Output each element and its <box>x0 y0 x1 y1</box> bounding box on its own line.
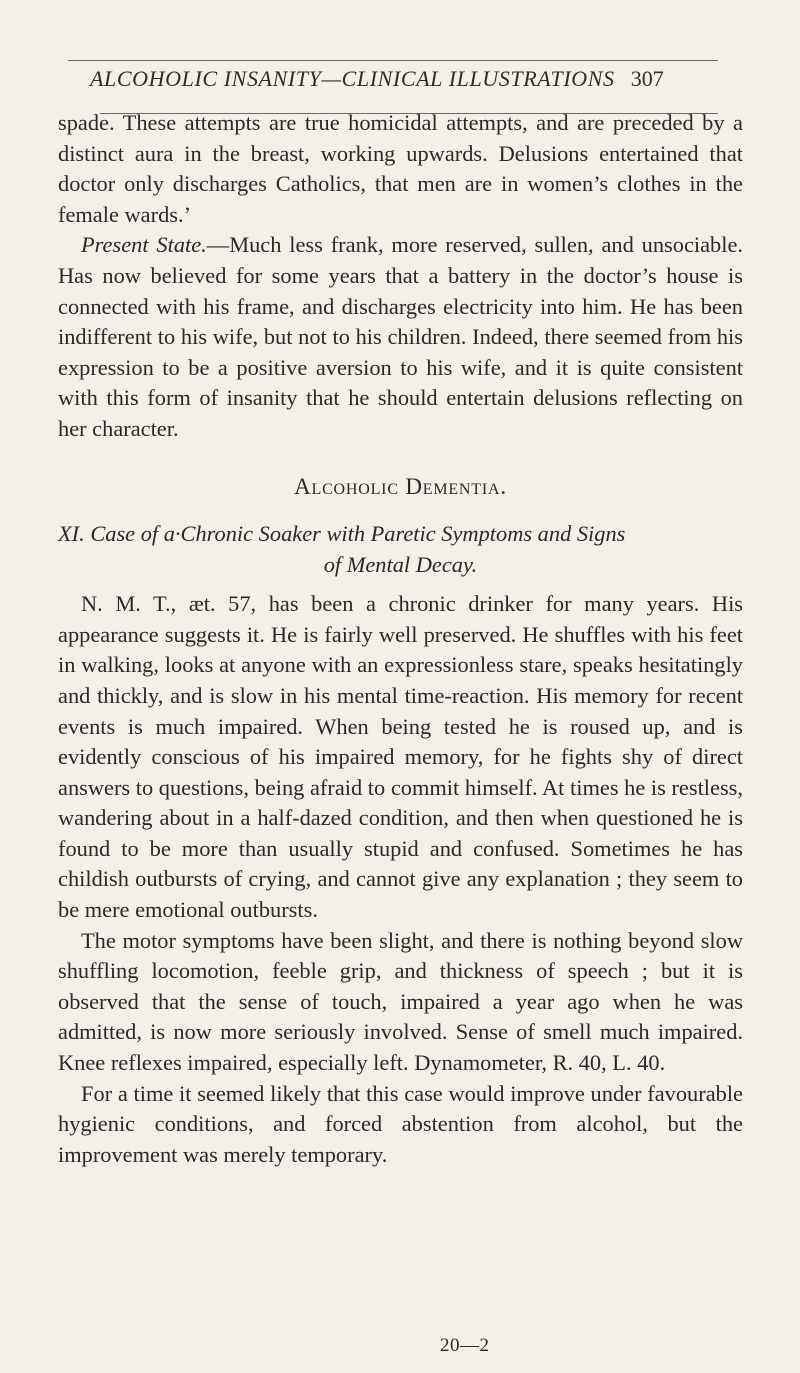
present-state-label: Present State. <box>81 232 207 258</box>
header-top-rule <box>68 60 718 61</box>
running-header <box>90 66 740 92</box>
paragraph-outcome: For a time it seemed likely that this case would improve under favourable hygienic conditions, and forced abstention from alcohol, but the improvement was merely temporary. <box>58 1080 743 1167</box>
paragraph-continuation: spade. These attempts are true homicidal attempts, and are preceded by a distinct aura in the breast, working upwards. Delusions entertained that doctor only discharges Catholics, that men are in women’s clothes in the female wards.’ <box>58 110 743 227</box>
paragraph-case-history: N. M. T., æt. 57, has been a chronic drinker for many years. His appearance suggests it. He is fairly well preserved. He shuffles with his feet in walking, looks at anyone with an expressionless stare, speaks hesitatingly and thickly, and is slow in his mental time-reaction. His memory for recent events is much impaired. When being tested he is roused up, and is evidently conscious of his impaired memory, for he fights shy of direct answers to questions, being afraid to commit himself. At times he is restless, wandering about in a half-dazed condition, and then when questioned he is found to be more than usually stupid and confused. Sometimes he has childish outbursts of crying, and cannot give any explanation ; they seem to be mere emotional outbursts. <box>58 591 743 923</box>
case-heading-line-1: XI. Case of a·Chronic Soaker with Paretic Symptoms and Signs <box>58 521 626 547</box>
case-heading-line-2: of Mental Decay. <box>323 552 478 578</box>
present-state-text: —Much less frank, more reserved, sullen, and unsociable. Has now believed for some years that a battery in the doctor’s house is connected with his frame, and discharges electricity into him. He has been indifferent to his wife, but not to his children. Indeed, there seemed from his expression to be a positive aversion to his wife, and it is quite consistent with this form of insanity that he should entertain delusions reflecting on her character. <box>58 232 744 441</box>
paragraph-motor-symptoms: The motor symptoms have been slight, and there is nothing beyond slow shuffling locomotion, feeble grip, and thickness of speech ; but it is observed that the sense of touch, impaired a year ago when he was admitted, is now more seriously involved. Sense of smell much impaired. Knee reflexes impaired, especially left. Dynamometer, R. 40, L. 40. <box>58 927 743 1076</box>
paragraph-present-state <box>58 230 743 444</box>
case-heading <box>58 518 743 580</box>
printer-signature-mark: 20—2 <box>440 1335 490 1356</box>
page-number: 307 <box>630 66 664 91</box>
section-heading: Alcoholic Dementia. <box>294 473 507 499</box>
main-text <box>58 108 743 1170</box>
running-title: ALCOHOLIC INSANITY—CLINICAL ILLUSTRATIONS <box>90 66 615 91</box>
